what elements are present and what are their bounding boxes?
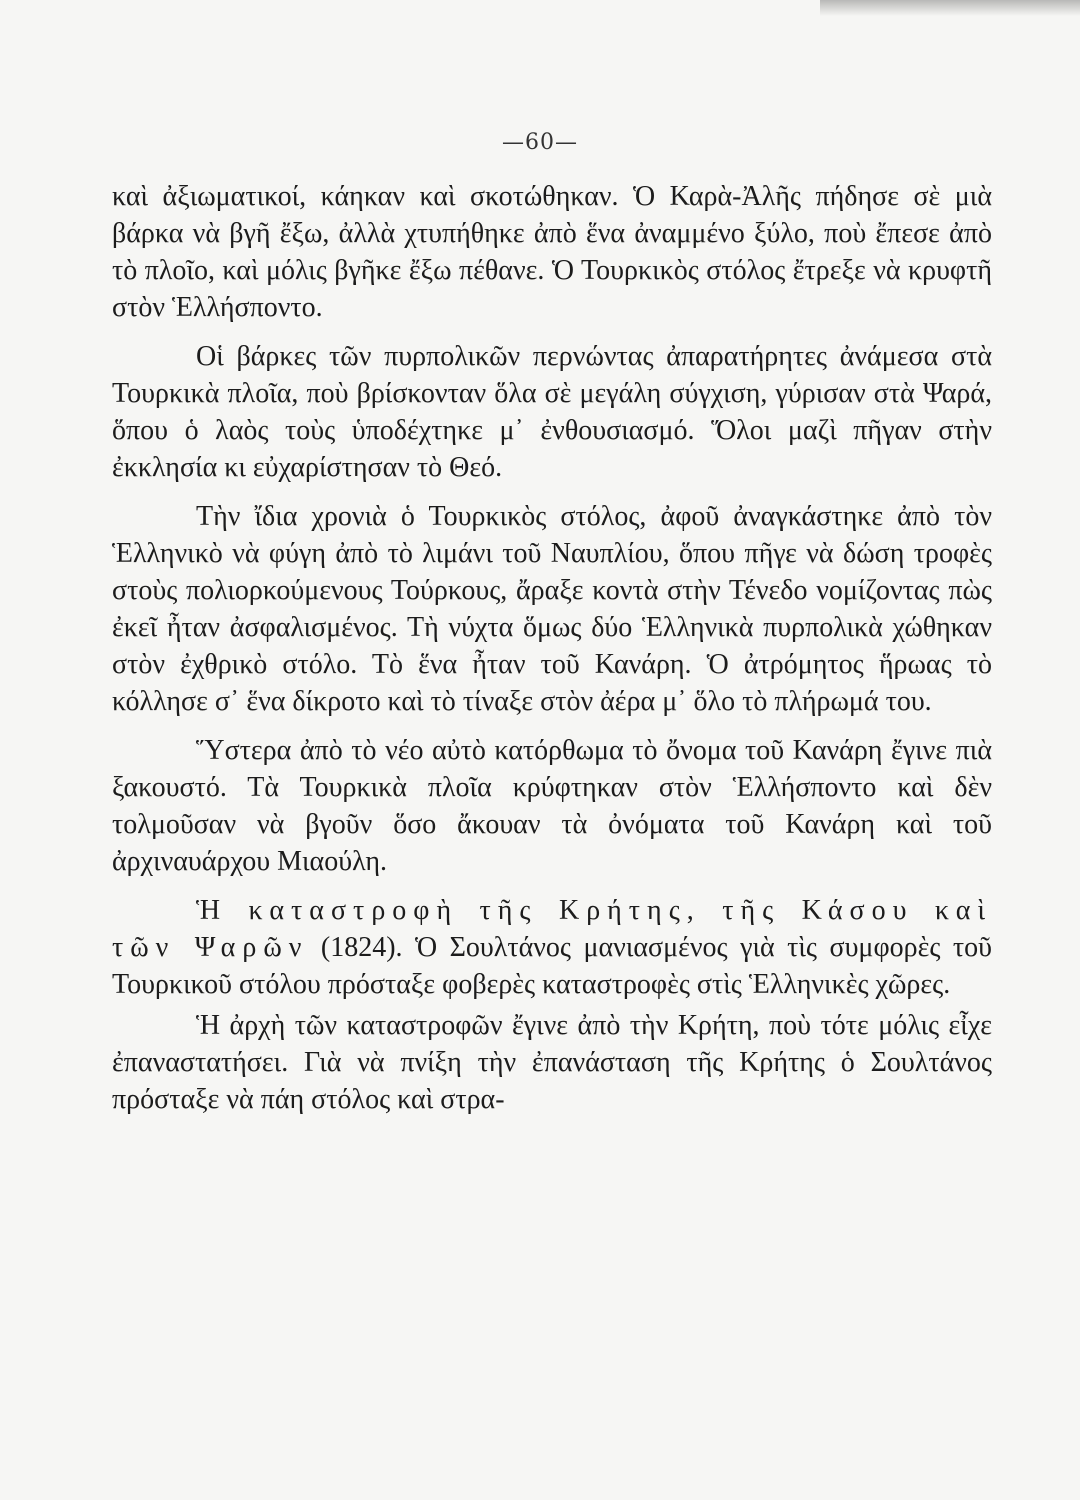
section-paragraph xyxy=(112,892,992,1003)
paragraph-3: Τὴν ἴδια χρονιὰ ὁ Τουρκικὸς στόλος, ἀφοῦ ἀναγκάστηκε ἀπὸ τὸν Ἑλληνικὸ νὰ φύγη ἀπὸ τὸ λιμάνι τοῦ Ναυπλίου, ὅπου πῆγε νὰ δώση τροφὲς στοὺς πολιορκούμενους Τούρκους, ἄραξε κοντὰ στὴν Τένεδο νομίζοντας πὼς ἐκεῖ ἦταν ἀσφαλισμένος. Τὴ νύχτα ὅμως δύο Ἑλληνικὰ πυρπολικὰ χώθηκαν στὸν ἐχθρικὸ στόλο. Τὸ ἕνα ἦταν τοῦ Κανάρη. Ὁ ἀτρόμητος ἥρωας τὸ κόλλησε σ᾿ ἕνα δίκροτο καὶ τὸ τίναξε στὸν ἀέρα μ᾿ ὅλο τὸ πλήρωμά του. xyxy=(112,501,992,717)
page-number: —60— xyxy=(502,130,578,155)
section-intro: Ὁ Σουλτάνος μανιασμένος γιὰ τὶς συμφορὲς τοῦ Τουρκικοῦ στόλου πρόσταξε φοβερὲς καταστροφὲς στὶς Ἑλληνικὲς χῶρες. xyxy=(112,932,992,1000)
section-heading-year: (1824). xyxy=(320,932,403,963)
page-edge-shadow xyxy=(820,0,1080,16)
paragraph-2: Οἱ βάρκες τῶν πυρπολικῶν περνώντας ἀπαρατήρητες ἀνάμεσα στὰ Τουρκικὰ πλοῖα, ποὺ βρίσκονταν ὅλα σὲ μεγάλη σύγχιση, γύρισαν στὰ Ψαρά, ὅπου ὁ λαὸς τοὺς ὑποδέχτηκε μ᾿ ἐνθουσιασμό. Ὅλοι μαζὶ πῆγαν στὴν ἐκκλησία κι εὐχαρίστησαν τὸ Θεό. xyxy=(112,341,992,483)
section-heading: Ἡ καταστροφὴ τῆς Κρήτης, τῆς Κάσου καὶ τῶν Ψαρῶν xyxy=(112,895,992,963)
paragraph-1: καὶ ἀξιωματικοί, κάηκαν καὶ σκοτώθηκαν. Ὁ Καρὰ-Ἀλῆς πήδησε σὲ μιὰ βάρκα νὰ βγῆ ἔξω, ἀλλὰ χτυπήθηκε ἀπὸ ἕνα ἀναμμένο ξύλο, ποὺ ἔπεσε ἀπὸ τὸ πλοῖο, καὶ μόλις βγῆκε ἔξω πέθανε. Ὁ Τουρκικὸς στόλος ἔτρεξε νὰ κρυφτῆ στὸν Ἑλλήσποντο. xyxy=(112,181,992,323)
paragraph-4: Ὕστερα ἀπὸ τὸ νέο αὐτὸ κατόρθωμα τὸ ὄνομα τοῦ Κανάρη ἔγινε πιὰ ξακουστό. Τὰ Τουρκικὰ πλοῖα κρύφτηκαν στὸν Ἑλλήσποντο καὶ δὲν τολμοῦσαν νὰ βγοῦν ὅσο ἄκουαν τὰ ὀνόματα τοῦ Κανάρη καὶ τοῦ ἀρχιναυάρχου Μιαούλη. xyxy=(112,735,992,877)
paragraph-last: Ἡ ἀρχὴ τῶν καταστροφῶν ἔγινε ἀπὸ τὴν Κρήτη, ποὺ τότε μόλις εἶχε ἐπαναστατήσει. Γιὰ νὰ πνίξη τὴν ἐπανάσταση τῆς Κρήτης ὁ Σουλτάνος πρόσταξε νὰ πάη στόλος καὶ στρα- xyxy=(112,1010,992,1115)
body-text xyxy=(112,178,992,1130)
